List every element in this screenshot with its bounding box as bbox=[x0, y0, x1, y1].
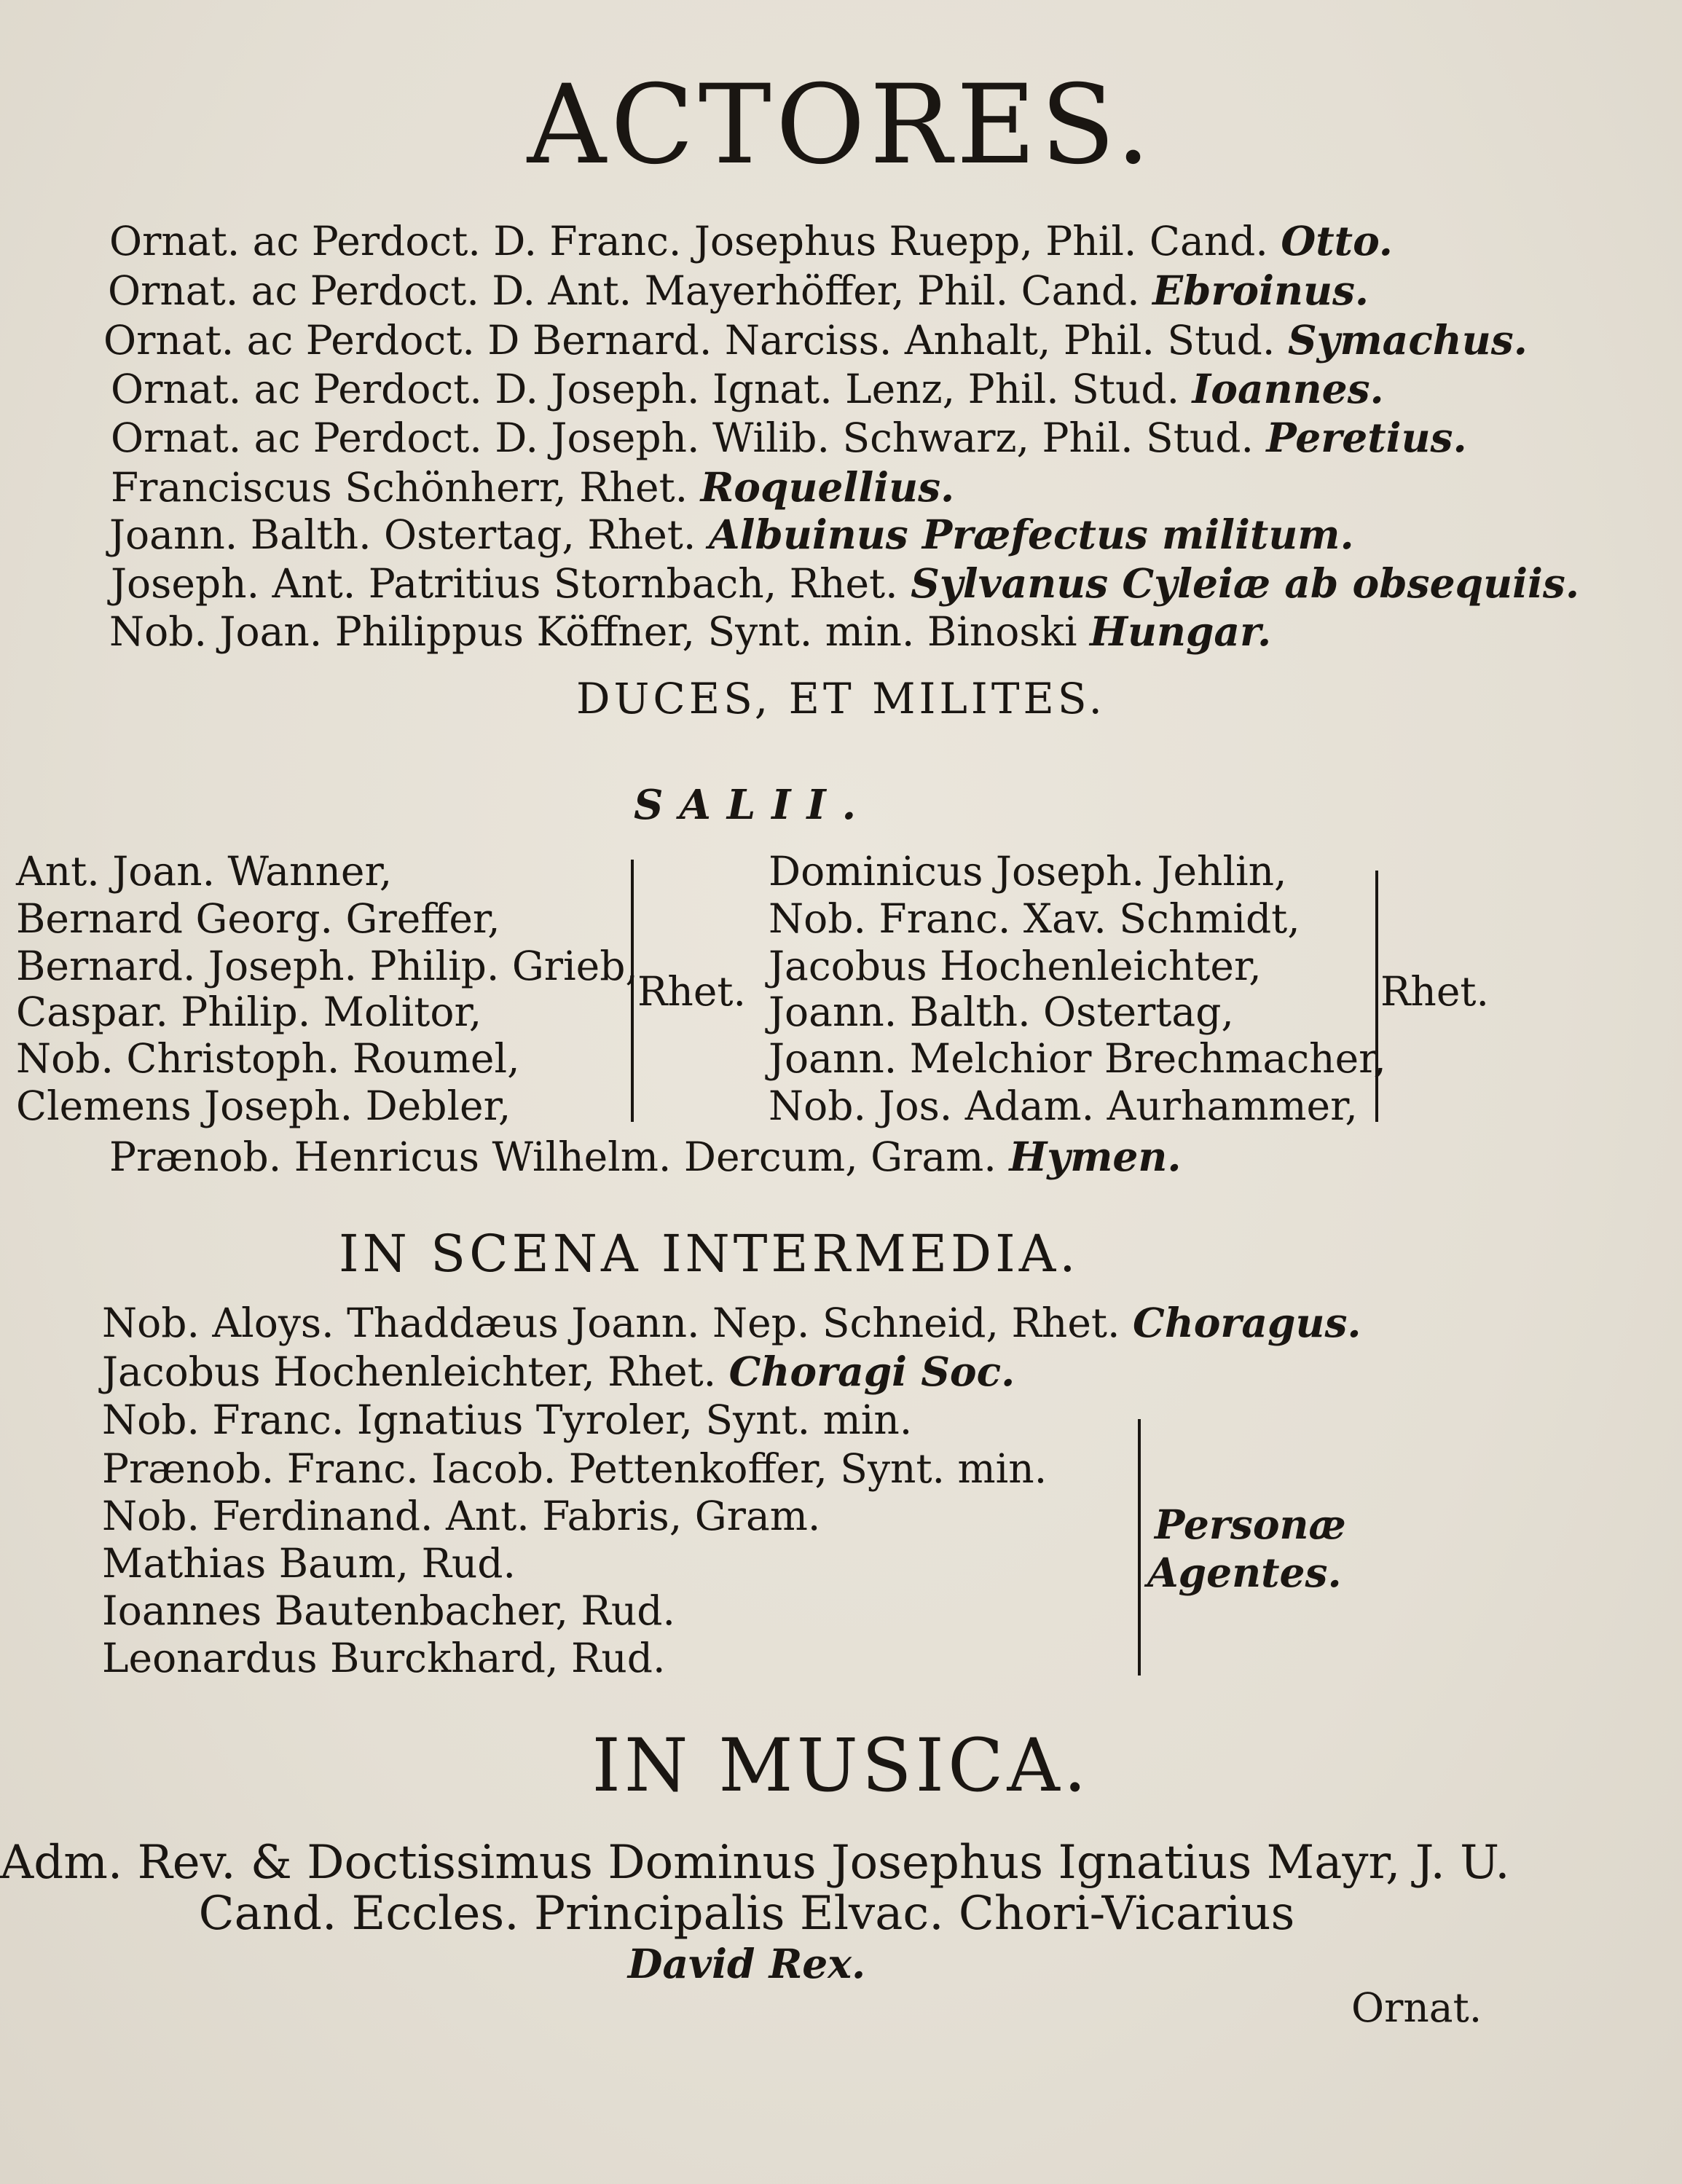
actor-role: Symachus. bbox=[1287, 316, 1528, 364]
intermedia-name: Jacobus Hochenleichter, Rhet. bbox=[102, 1348, 717, 1395]
intermedia-role: Choragi Soc. bbox=[728, 1348, 1015, 1395]
right-bracket bbox=[1375, 871, 1378, 1122]
actor-role: Hungar. bbox=[1090, 608, 1272, 655]
salii-right-name: Nob. Jos. Adam. Aurhammer, bbox=[769, 1083, 1358, 1129]
actor-line bbox=[109, 512, 1354, 557]
actor-role: Ioannes. bbox=[1192, 365, 1384, 412]
hymen-line bbox=[109, 1134, 1182, 1179]
salii-right-name: Jacobus Hochenleichter, bbox=[769, 943, 1262, 989]
intermedia-group-label-1: Personæ bbox=[1155, 1501, 1346, 1548]
actor-name: Ornat. ac Perdoct. D. Joseph. Ignat. Lenz, Phil. Stud. bbox=[111, 366, 1180, 412]
salii-left-name: Bernard. Joseph. Philip. Grieb, bbox=[16, 943, 638, 989]
page-title: ACTORES. bbox=[527, 62, 1155, 189]
salii-left-name: Clemens Joseph. Debler, bbox=[16, 1083, 511, 1129]
actor-name: Ornat. ac Perdoct. D. Joseph. Wilib. Schwarz, Phil. Stud. bbox=[111, 415, 1254, 461]
left-bracket bbox=[631, 860, 634, 1122]
actor-line bbox=[111, 415, 1467, 460]
salii-left-name: Nob. Christoph. Roumel, bbox=[16, 1035, 520, 1082]
intermedia-line bbox=[102, 1588, 675, 1633]
actor-name: Joann. Balth. Ostertag, Rhet. bbox=[109, 511, 696, 558]
intermedia-name: Ioannes Bautenbacher, Rud. bbox=[102, 1587, 675, 1634]
intermedia-line bbox=[102, 1300, 1361, 1346]
intermedia-name: Nob. Aloys. Thaddæus Joann. Nep. Schneid, Rhet. bbox=[102, 1300, 1120, 1346]
intermedia-name: Nob. Ferdinand. Ant. Fabris, Gram. bbox=[102, 1493, 821, 1539]
musica-line-1: Adm. Rev. & Doctissimus Dominus Josephus Ignatius Mayr, J. U. bbox=[0, 1836, 1510, 1890]
intermedia-line bbox=[102, 1349, 1015, 1394]
salii-left-name: Bernard Georg. Greffer, bbox=[16, 895, 500, 942]
actor-role: Otto. bbox=[1281, 217, 1393, 264]
actor-line bbox=[111, 465, 954, 510]
actor-line bbox=[109, 219, 1393, 264]
musica-heading: IN MUSICA. bbox=[592, 1723, 1090, 1808]
actor-role: Sylvanus Cyleiæ ab obsequiis. bbox=[911, 559, 1579, 607]
actor-name: Joseph. Ant. Patritius Stornbach, Rhet. bbox=[111, 560, 898, 607]
actor-name: Ornat. ac Perdoct. D. Franc. Josephus Ruepp, Phil. Cand. bbox=[109, 218, 1268, 264]
intermedia-heading: IN SCENA INTERMEDIA. bbox=[339, 1224, 1080, 1284]
actor-role: Ebroinus. bbox=[1152, 267, 1369, 314]
salii-right-name: Nob. Franc. Xav. Schmidt, bbox=[769, 895, 1300, 942]
salii-right-class: Rhet. bbox=[1380, 968, 1489, 1015]
salii-right-name: Dominicus Joseph. Jehlin, bbox=[769, 848, 1287, 895]
salii-right-name: Joann. Melchior Brechmacher, bbox=[769, 1035, 1386, 1082]
actor-name: Ornat. ac Perdoct. D. Ant. Mayerhöffer, Phil. Cand. bbox=[108, 267, 1140, 314]
intermedia-group-label-2: Agentes. bbox=[1147, 1549, 1342, 1596]
intermedia-role: Choragus. bbox=[1132, 1299, 1361, 1346]
salii-right-name: Joann. Balth. Ostertag, bbox=[769, 989, 1234, 1035]
hymen-role: Hymen. bbox=[1009, 1133, 1182, 1180]
salii-heading: SALII. bbox=[634, 781, 873, 829]
actor-name: Nob. Joan. Philippus Köffner, Synt. min. Binoski bbox=[109, 608, 1077, 655]
duces-heading: DUCES, ET MILITES. bbox=[576, 674, 1106, 723]
hymen-name: Prænob. Henricus Wilhelm. Dercum, Gram. bbox=[109, 1134, 997, 1180]
musica-role: David Rex. bbox=[627, 1940, 866, 1987]
actor-line bbox=[109, 609, 1271, 654]
actor-role: Peretius. bbox=[1266, 414, 1467, 461]
intermedia-name: Prænob. Franc. Iacob. Pettenkoffer, Synt. min. bbox=[102, 1445, 1048, 1492]
actor-name: Ornat. ac Perdoct. D Bernard. Narciss. Anhalt, Phil. Stud. bbox=[103, 317, 1276, 364]
intermedia-line bbox=[102, 1541, 516, 1586]
actor-role: Albuinus Præfectus militum. bbox=[708, 511, 1354, 558]
actor-line bbox=[108, 268, 1369, 313]
actor-line bbox=[111, 561, 1579, 606]
actor-line bbox=[111, 366, 1384, 412]
actor-role: Roquellius. bbox=[700, 463, 955, 511]
salii-left-class: Rhet. bbox=[637, 968, 746, 1015]
intermedia-line bbox=[102, 1397, 912, 1442]
intermedia-line bbox=[102, 1493, 820, 1539]
intermedia-line bbox=[102, 1446, 1047, 1491]
intermedia-name: Leonardus Burckhard, Rud. bbox=[102, 1635, 666, 1681]
salii-left-name: Caspar. Philip. Molitor, bbox=[16, 989, 482, 1035]
intermedia-name: Nob. Franc. Ignatius Tyroler, Synt. min. bbox=[102, 1397, 913, 1443]
intermedia-bracket bbox=[1138, 1419, 1141, 1676]
catchword: Ornat. bbox=[1351, 1984, 1482, 2031]
actor-line bbox=[103, 318, 1528, 363]
salii-left-name: Ant. Joan. Wanner, bbox=[16, 848, 393, 895]
intermedia-name: Mathias Baum, Rud. bbox=[102, 1540, 516, 1587]
actor-name: Franciscus Schönherr, Rhet. bbox=[111, 464, 688, 511]
musica-line-2: Cand. Eccles. Principalis Elvac. Chori-Vicarius bbox=[198, 1887, 1295, 1941]
intermedia-line bbox=[102, 1635, 666, 1681]
